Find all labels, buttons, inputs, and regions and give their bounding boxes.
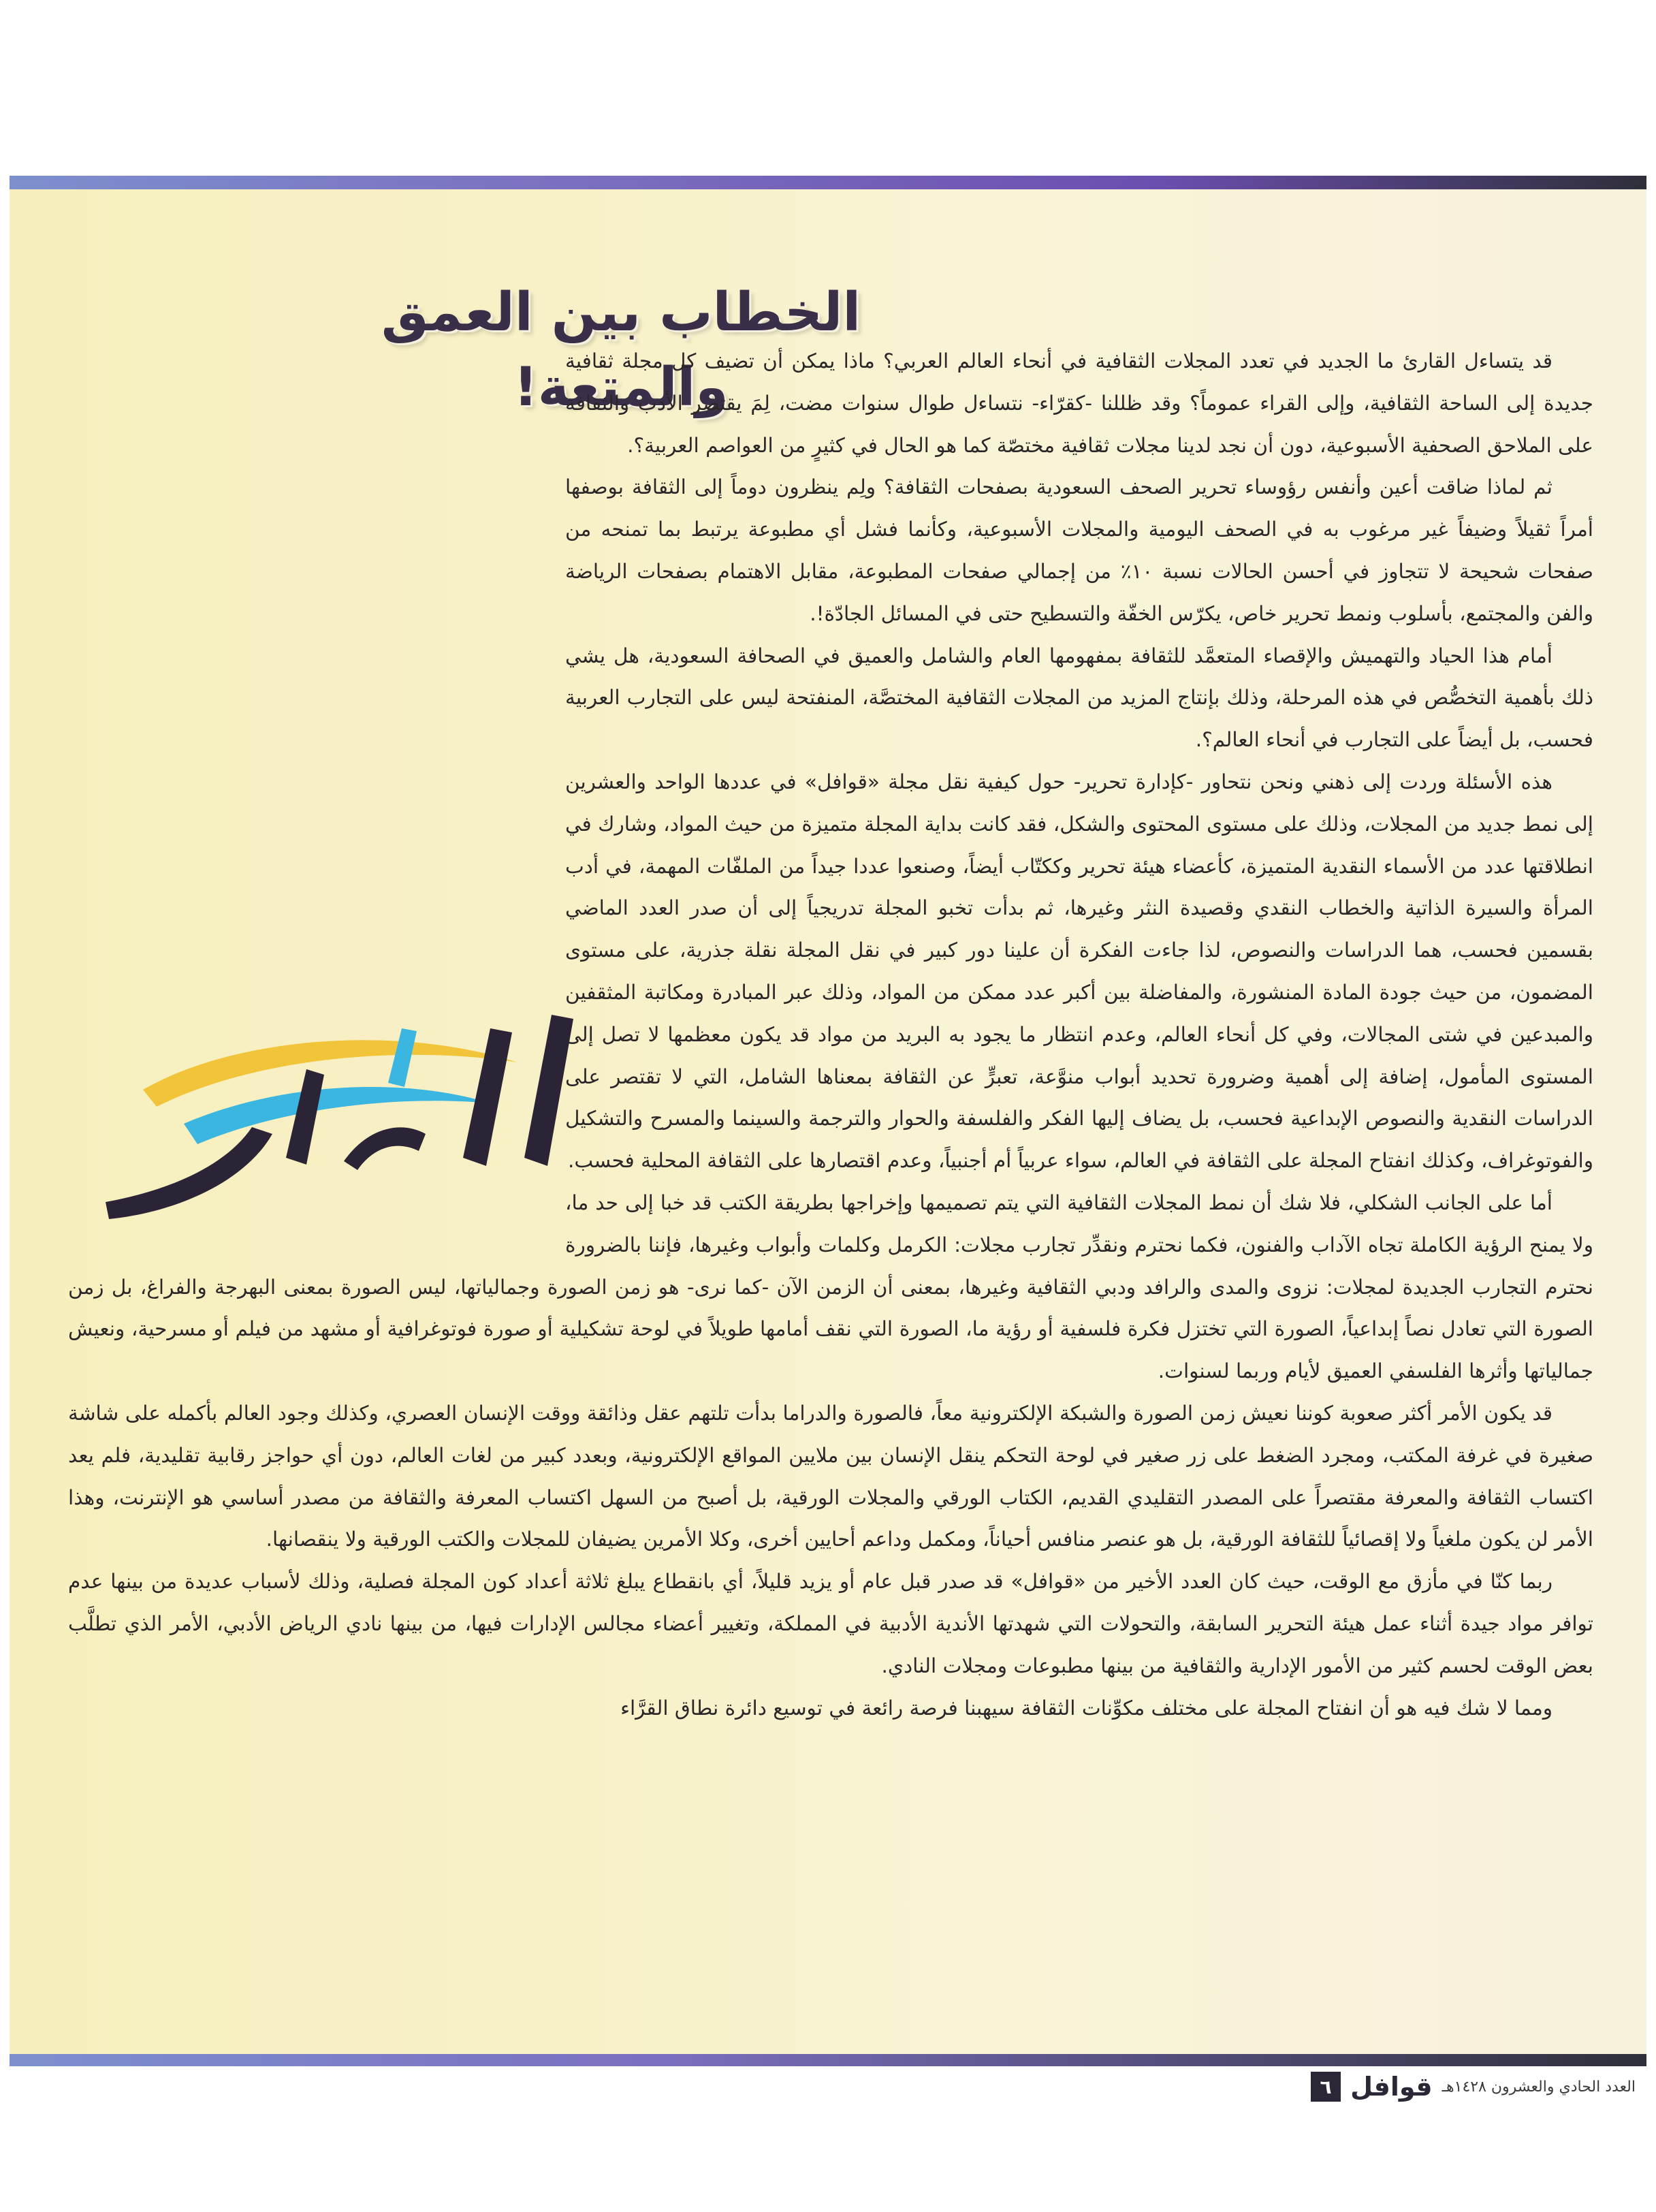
paragraph-1: قد يتساءل القارئ ما الجديد في تعدد المجلات الثقافية في أنحاء العالم العربي؟ ماذا يمكن أن تضيف كل مجلة ثقافية جديدة إلى الساحة الثقافية، وإلى القراء عموماً؟ وقد ظللنا -كقرّاء- نتساءل طوال سنوات مضت، لِمَ يقتصر الأدب والثقافة على الملاحق الصحفية الأسبوعية، دون أن نجد لدينا مجلات ثقافية مختصّة كما هو الحال في كثيرٍ من العواصم العربية؟. [565,349,1593,457]
article-headline: الخطاب بين العمق والمتعة! [381,282,861,419]
paragraph-4: هذه الأسئلة وردت إلى ذهني ونحن نتحاور -كإدارة تحرير- حول كيفية نقل مجلة «قوافل» في عددها الواحد والعشرين إلى نمط جديد من المجلات، وذلك على مستوى المحتوى والشكل، فقد كانت بداية المجلة متميزة من حيث المواد، وشارك في انطلاقتها عدد من الأسماء النقدية المتميزة، كأعضاء هيئة تحرير وككتّاب أيضاً، وصنعوا عددا جيداً من الملفّات المهمة، في أدب المرأة والسيرة الذاتية والخطاب النقدي وقصيدة النثر وغيرها، ثم بدأت تخبو المجلة تدريجياً إلى أن صدر العدد الماضي بقسمين فحسب، هما الدراسات والنصوص، لذا جاءت الفكرة أن علينا دور كبير في نقل المجلة نقلة جذرية، على مستوى المضمون، من حيث جودة المادة المنشورة، والمفاضلة بين أكبر عدد ممكن من المواد، وذلك عبر المبادرة ومكاتبة المثقفين والمبدعين في شتى المجالات، وفي كل أنحاء العالم، وعدم انتظار ما يجود به البريد من مواد قد يكون معظمها لا تصل إلى المستوى المأمول، إضافة إلى أهمية وضرورة تحديد أبواب منوَّعة، تعبرٍّ عن الثقافة بمعناها الشامل، التي لا تقتصر على الدراسات النقدية والنصوص الإبداعية فحسب، بل يضاف إليها الفكر والفلسفة والحوار والترجمة والسينما والمسرح والتشكيل والفوتوغراف، وكذلك انفتاح المجلة على الثقافة في العالم، سواء عربياً أم أجنبياً، وعدم اقتصارها على الثقافة المحلية فحسب. [565,770,1593,1173]
paragraph-8: ومما لا شك فيه هو أن انفتاح المجلة على مختلف مكوِّنات الثقافة سيهبنا فرصة رائعة في توسيع دائرة نطاق القرَّاء [620,1696,1552,1720]
magazine-logo: قوافل [1350,2072,1433,2102]
page-footer [1311,2070,1636,2103]
article-body [68,341,1593,1729]
paragraph-3: أمام هذا الحياد والتهميش والإقصاء المتعمَّد للثقافة بمفهومها العام والشامل والعميق في الصحافة السعودية، هل يشي ذلك بأهمية التخصُّص في هذه المرحلة، وذلك بإنتاج المزيد من المجلات الثقافية المختصَّة، المنفتحة ليس على التجارب العربية فحسب، بل أيضاً على التجارب في أنحاء العالم؟. [565,644,1593,752]
paragraph-6: قد يكون الأمر أكثر صعوبة كوننا نعيش زمن الصورة والشبكة الإلكترونية معاً، فالصورة والدراما بدأت تلتهم عقل وذائقة ووقت الإنسان العصري، وكذلك وجود العالم بأكمله على شاشة صغيرة في غرفة المكتب، ومجرد الضغط على زر صغير في لوحة التحكم ينقل الإنسان بين ملايين المواقع الإلكترونية، وبعدد كبير من لغات العالم، دون أي حواجز رقابية تقليدية، فلم يعد اكتساب الثقافة والمعرفة مقتصراً على المصدر التقليدي القديم، الكتاب الورقي والمجلات الورقية، بل أصبح من السهل اكتساب المعرفة والثقافة من مصدر أساسي هو الإنترنت، وهذا الأمر لن يكون ملغياً ولا إقصائياً للثقافة الورقية، بل هو عنصر منافس أحياناً، ومكمل وداعم أحايين أخرى، وكلا الأمرين يضيفان للمجلات والكتب الورقية ولا ينقصانها. [68,1401,1593,1551]
logo-text-wrap-gap [68,953,565,1246]
paragraph-5: أما على الجانب الشكلي، فلا شك أن نمط المجلات الثقافية التي يتم تصميمها وإخراجها بطريقة الكتب قد خبا إلى حد ما، ولا يمنح الرؤية الكاملة تجاه الآداب والفنون، فكما نحترم ونقدِّر تجارب مجلات: الكرمل وكلمات وأبواب وغيرها، فإننا بالضرورة نحترم التجارب الجديدة لمجلات: نزوى والمدى والرافد ودبي الثقافية وغيرها، بمعنى أن الزمن الآن -كما نرى- هو زمن الصورة وجمالياتها، ليس الصورة بمعنى البهرجة والفراغ، بل زمن الصورة التي تعادل نصاً إبداعياً، الصورة التي تختزل فكرة فلسفية أو رؤية ما، الصورة التي نقف أمامها طويلاً في لوحة تشكيلية أو صورة فوتوغرافية أو مشهد من فيلم أو مسرحية، ونعيش جمالياتها وأثرها الفلسفي العميق لأيام وربما لسنوات. [68,1190,1593,1383]
paragraph-7: ربما كنّا في مأزق مع الوقت، حيث كان العدد الأخير من «قوافل» قد صدر قبل عام أو يزيد قليلاً، أي بانقطاع يبلغ ثلاثة أعداد كون المجلة فصلية، وذلك لأسباب عديدة من بينها عدم توافر مواد جيدة أثناء عمل هيئة التحرير السابقة، والتحولات التي شهدتها الأندية الأدبية في المملكة، وتغيير أعضاء مجالس الإدارات فيها، من بينها نادي الرياض الأدبي، الأمر الذي تطلَّب بعض الوقت لحسم كثير من الأمور الإدارية والثقافية من بينها مطبوعات ومجلات النادي. [68,1570,1593,1677]
bottom-divider-bar [10,2054,1646,2066]
issue-label: العدد الحادي والعشرون ١٤٢٨هـ [1442,2078,1636,2096]
paragraph-2: ثم لماذا ضاقت أعين وأنفس رؤوساء تحرير الصحف السعودية بصفحات الثقافة؟ ولِم ينظرون دوماً إلى الثقافة بوصفها أمراً ثقيلاً وضيفاً غير مرغوب به في الصحف اليومية والمجلات الأسبوعية، وكأنما فشل أي مطبوعة يرتبط بما تمنحه من صفحات شحيحة لا تتجاوز في أحسن الحالات نسبة ١٠٪ من إجمالي صفحات المطبوعة، مقابل الاهتمام بصفحات الرياضة والفن والمجتمع، بأسلوب ونمط تحرير خاص، يكرّس الخفّة والتسطيح حتى في المسائل الجادّة!. [565,475,1593,625]
top-divider-bar [10,176,1646,189]
page-number: ٦ [1311,2072,1341,2102]
